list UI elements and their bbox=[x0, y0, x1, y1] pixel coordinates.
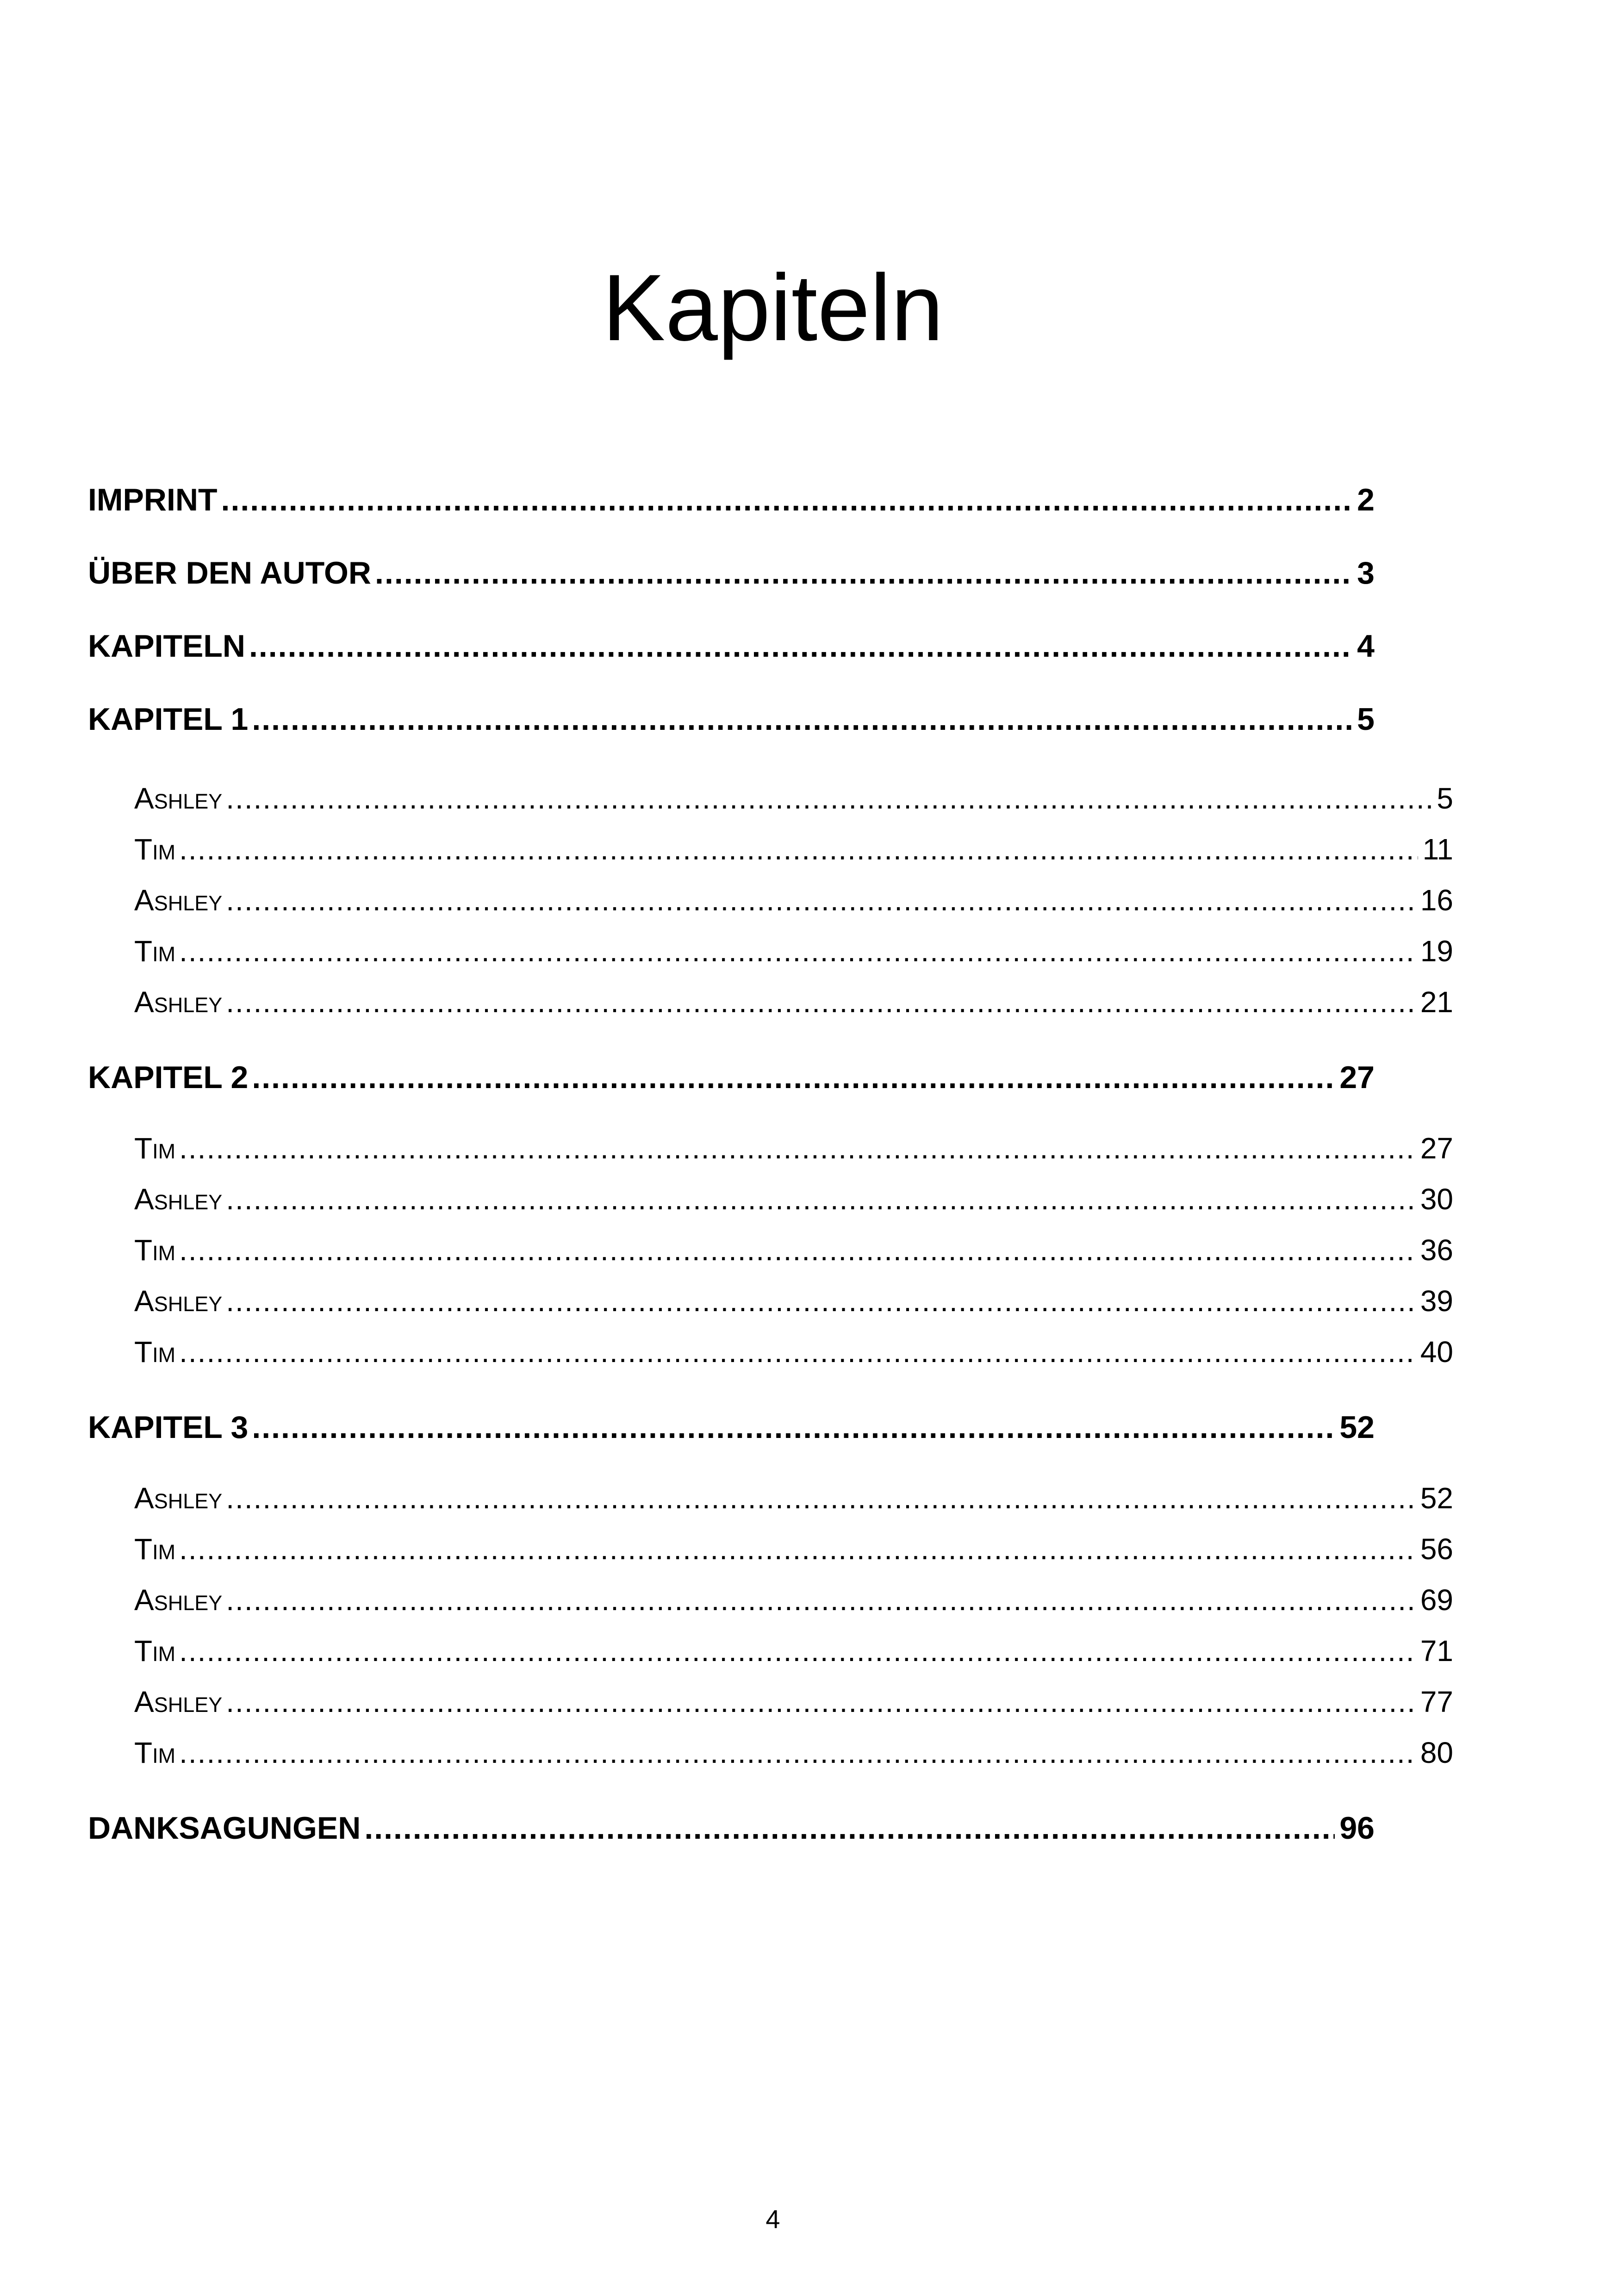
toc-entry-chapter bbox=[88, 623, 1375, 669]
toc-entry-page: 39 bbox=[1420, 1284, 1453, 1318]
toc-entry-page: 3 bbox=[1357, 555, 1375, 591]
toc-entry-page: 96 bbox=[1339, 1811, 1375, 1846]
toc-entry-label: Ashley bbox=[134, 1685, 223, 1718]
toc-entry-page: 19 bbox=[1420, 934, 1453, 968]
toc-entry-label: Ashley bbox=[134, 1583, 223, 1617]
toc-entry-section bbox=[134, 1280, 1453, 1322]
toc-entry-chapter bbox=[88, 696, 1375, 742]
toc-entry-page: 5 bbox=[1357, 702, 1375, 737]
toc-entry-label: KAPITELN bbox=[88, 628, 245, 664]
toc-dot-leader bbox=[179, 1229, 1416, 1271]
toc-entry-section bbox=[134, 1528, 1453, 1570]
toc-entry-section bbox=[134, 1732, 1453, 1773]
toc-entry-label: DANKSAGUNGEN bbox=[88, 1811, 361, 1846]
toc-entry-label: Tim bbox=[134, 1335, 176, 1369]
toc-dot-leader bbox=[226, 879, 1416, 921]
toc-entry-page: 77 bbox=[1420, 1685, 1453, 1718]
toc-entry-section bbox=[134, 1579, 1453, 1621]
toc-entry-label: Ashley bbox=[134, 1182, 223, 1216]
toc-entry-page: 80 bbox=[1420, 1736, 1453, 1769]
toc-entry-chapter bbox=[88, 1404, 1375, 1450]
toc-entry-section bbox=[134, 1229, 1453, 1271]
toc-entry-page: 16 bbox=[1420, 884, 1453, 917]
toc-entry-label: Tim bbox=[134, 1736, 176, 1769]
toc-dot-leader bbox=[226, 1280, 1416, 1322]
toc-entry-page: 30 bbox=[1420, 1182, 1453, 1216]
toc-entry-section bbox=[134, 778, 1453, 819]
toc-entry-page: 21 bbox=[1420, 985, 1453, 1019]
toc-entry-page: 5 bbox=[1437, 782, 1453, 815]
toc-dot-leader bbox=[375, 550, 1352, 596]
toc-entry-label: Tim bbox=[134, 1634, 176, 1668]
page-number: 4 bbox=[765, 2204, 780, 2234]
toc-dot-leader bbox=[249, 623, 1352, 669]
toc-entry-label: KAPITEL 3 bbox=[88, 1410, 249, 1445]
toc-dot-leader bbox=[179, 828, 1418, 870]
toc-entry-label: Tim bbox=[134, 934, 176, 968]
toc-entry-page: 71 bbox=[1420, 1634, 1453, 1668]
toc-entry-page: 27 bbox=[1339, 1060, 1375, 1095]
toc-dot-leader bbox=[179, 930, 1416, 972]
toc-entry-label: KAPITEL 1 bbox=[88, 702, 249, 737]
toc-dot-leader bbox=[179, 1630, 1416, 1672]
toc-entry-chapter bbox=[88, 1805, 1375, 1851]
toc-entry-label: Ashley bbox=[134, 782, 223, 815]
toc-entry-page: 27 bbox=[1420, 1132, 1453, 1165]
toc-dot-leader bbox=[226, 1681, 1416, 1723]
toc-entry-label: Ashley bbox=[134, 985, 223, 1019]
toc-entry-page: 36 bbox=[1420, 1233, 1453, 1267]
page-title: Kapiteln bbox=[602, 255, 944, 361]
toc-entry-label: ÜBER DEN AUTOR bbox=[88, 555, 372, 591]
toc-entry-label: Ashley bbox=[134, 1284, 223, 1318]
toc-entry-label: Tim bbox=[134, 1132, 176, 1165]
toc-entry-page: 40 bbox=[1420, 1335, 1453, 1369]
toc-entry-page: 52 bbox=[1420, 1481, 1453, 1515]
toc-dot-leader bbox=[252, 696, 1352, 742]
toc-entry-section bbox=[134, 930, 1453, 972]
toc-entry-label: Tim bbox=[134, 1233, 176, 1267]
toc-entry-label: KAPITEL 2 bbox=[88, 1060, 249, 1095]
toc-entry-chapter bbox=[88, 1054, 1375, 1101]
toc-dot-leader bbox=[226, 1477, 1416, 1519]
toc-dot-leader bbox=[221, 477, 1353, 523]
toc-entry-page: 2 bbox=[1357, 482, 1375, 517]
toc-entry-page: 69 bbox=[1420, 1583, 1453, 1617]
toc-dot-leader bbox=[179, 1127, 1416, 1169]
toc-dot-leader bbox=[226, 1579, 1416, 1621]
toc-entry-label: Tim bbox=[134, 1532, 176, 1566]
toc-entry-chapter bbox=[88, 477, 1375, 523]
toc-entry-section bbox=[134, 1630, 1453, 1672]
toc-dot-leader bbox=[226, 981, 1416, 1023]
toc-entry-page: 52 bbox=[1339, 1410, 1375, 1445]
toc-entry-section bbox=[134, 828, 1453, 870]
toc-dot-leader bbox=[226, 778, 1432, 819]
toc-entry-label: Ashley bbox=[134, 884, 223, 917]
toc-entry-section bbox=[134, 1477, 1453, 1519]
toc-dot-leader bbox=[179, 1732, 1416, 1773]
toc-entry-label: Ashley bbox=[134, 1481, 223, 1515]
toc-dot-leader bbox=[252, 1054, 1335, 1101]
toc-entry-section bbox=[134, 1681, 1453, 1723]
toc-dot-leader bbox=[179, 1331, 1416, 1373]
toc-entry-page: 4 bbox=[1357, 628, 1375, 664]
toc-dot-leader bbox=[226, 1178, 1416, 1220]
toc-dot-leader bbox=[364, 1805, 1335, 1851]
toc-dot-leader bbox=[179, 1528, 1416, 1570]
toc-entry-section bbox=[134, 981, 1453, 1023]
toc-dot-leader bbox=[252, 1404, 1335, 1450]
toc-entry-label: IMPRINT bbox=[88, 482, 218, 517]
toc-entry-page: 11 bbox=[1422, 833, 1453, 866]
toc-entry-section bbox=[134, 1331, 1453, 1373]
toc-entry-page: 56 bbox=[1420, 1532, 1453, 1566]
toc-entry-section bbox=[134, 1127, 1453, 1169]
toc-entry-section bbox=[134, 879, 1453, 921]
toc-entry-label: Tim bbox=[134, 833, 176, 866]
toc-entry-section bbox=[134, 1178, 1453, 1220]
toc-entry-chapter bbox=[88, 550, 1375, 596]
